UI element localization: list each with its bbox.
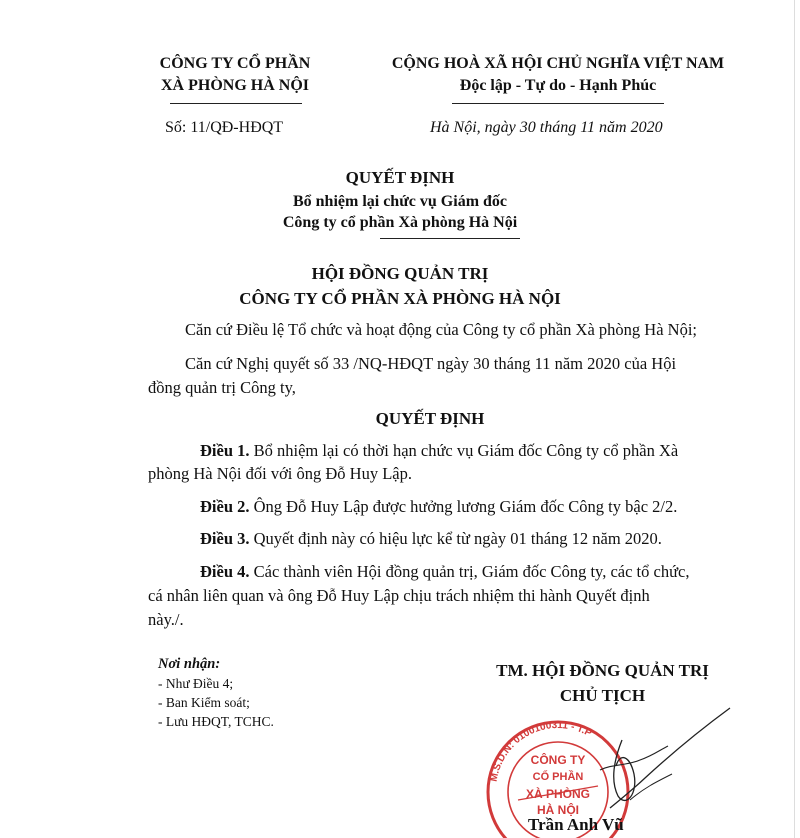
article-1-text: Bổ nhiệm lại có thời hạn chức vụ Giám đốc Công ty cổ phần Xà: [253, 441, 679, 460]
article-2: [200, 496, 677, 518]
seal-line-2: CỔ PHẦN: [532, 771, 584, 783]
seal-line-3: XÀ PHÒNG: [525, 787, 591, 801]
decision-subject-1: Bổ nhiệm lại chức vụ Giám đốc: [292, 193, 508, 210]
company-underline: [170, 103, 302, 104]
page-edge: [794, 0, 795, 838]
decision-subject-2: Công ty cổ phần Xà phòng Hà Nội: [282, 214, 518, 231]
recipient-item: - Lưu HĐQT, TCHC.: [158, 714, 274, 729]
article-4-line-3: này./.: [148, 610, 184, 629]
article-2-text: Ông Đỗ Huy Lập được hưởng lương Giám đốc Công ty bậc 2/2.: [253, 497, 678, 516]
basis-charter: Căn cứ Điều lệ Tổ chức và hoạt động của Công ty cổ phần Xà phòng Hà Nội;: [185, 320, 697, 339]
authority-line-2: CÔNG TY CỔ PHẦN XÀ PHÒNG HÀ NỘI: [239, 289, 561, 308]
recipients: [158, 655, 274, 731]
place-date: Hà Nội, ngày 30 tháng 11 năm 2020: [430, 119, 663, 136]
title-underline: [380, 238, 520, 239]
article-4-line-1: [200, 561, 689, 583]
motto-underline: [452, 103, 664, 104]
decision-heading: QUYẾT ĐỊNH: [375, 409, 485, 428]
article-2-label: Điều 2.: [200, 497, 250, 516]
recipient-item: - Như Điều 4;: [158, 676, 234, 691]
article-4-text: Các thành viên Hội đồng quản trị, Giám đốc Công ty, các tổ chức,: [253, 562, 690, 581]
basis-resolution-line-1: Căn cứ Nghị quyết số 33 /NQ-HĐQT ngày 30 tháng 11 năm 2020 của Hội: [185, 354, 677, 373]
article-1-label: Điều 1.: [200, 441, 250, 460]
article-3: [200, 528, 662, 550]
article-3-text: Quyết định này có hiệu lực kể từ ngày 01 tháng 12 năm 2020.: [253, 529, 662, 548]
signer-name: Trần Anh Vũ: [528, 815, 624, 834]
seal-line-4: HÀ NỘI: [537, 803, 579, 817]
company-line-1: CÔNG TY CỔ PHẦN: [159, 55, 311, 72]
seal-line-1: CÔNG TY: [530, 753, 586, 767]
signature-org: TM. HỘI ĐỒNG QUẢN TRỊ: [496, 661, 709, 680]
document-number: Số: 11/QĐ-HĐQT: [165, 119, 284, 136]
seal-ring-text: M.S.D.N: 0100100311 - T.P: [488, 719, 594, 783]
article-4-label: Điều 4.: [200, 562, 250, 581]
signature-role: CHỦ TỊCH: [559, 686, 646, 705]
nation-name: CỘNG HOÀ XÃ HỘI CHỦ NGHĨA VIỆT NAM: [391, 55, 725, 72]
basis-resolution-line-2: đồng quản trị Công ty,: [148, 378, 296, 397]
recipient-item: - Ban Kiểm soát;: [158, 695, 250, 710]
article-1-line-2: phòng Hà Nội đối với ông Đỗ Huy Lập.: [148, 464, 412, 483]
company-name: [140, 53, 330, 97]
national-motto: Độc lập - Tự do - Hạnh Phúc: [459, 77, 657, 94]
handwritten-signature: [560, 700, 740, 820]
authority-line-1: HỘI ĐỒNG QUẢN TRỊ: [311, 264, 489, 283]
decision-title: QUYẾT ĐỊNH: [345, 168, 455, 187]
article-1-line-1: [200, 440, 678, 462]
article-3-label: Điều 3.: [200, 529, 250, 548]
company-line-2: XÀ PHÒNG HÀ NỘI: [161, 77, 309, 94]
national-heading: [370, 53, 746, 97]
recipients-heading: Nơi nhận:: [158, 656, 221, 672]
article-4-line-2: cá nhân liên quan và ông Đỗ Huy Lập chịu trách nhiệm thi hành Quyết định: [148, 586, 650, 605]
